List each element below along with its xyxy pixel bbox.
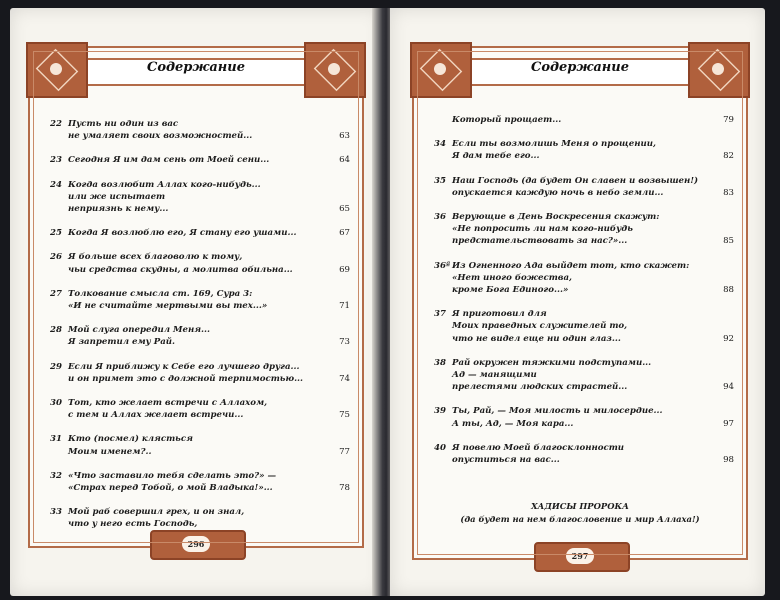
entry-title-line: «Что заставило тебя сделать это?» — [68, 470, 277, 481]
entry-title-line: Моих праведных служителей то, [452, 321, 628, 332]
entry-page-number: 69 [339, 264, 350, 275]
section-subtitle: (да будет на нем благословение и мир Аллаха!) [460, 514, 700, 524]
entry-title-line: Я дам тебе его... [452, 151, 540, 162]
toc-entry [434, 308, 734, 345]
entry-title [68, 227, 324, 239]
entry-title-line: неприязнь к нему... [68, 204, 169, 215]
entry-number: 23 [50, 155, 62, 166]
entry-title-line: Верующие в День Воскресения скажут: [452, 212, 660, 223]
toc-entry [50, 361, 350, 385]
entry-page-number: 74 [339, 373, 350, 384]
entry-title-line: Ты, Рай, — Моя милость и милосердие... [452, 406, 663, 417]
right-page-frame [412, 46, 748, 560]
entry-title-line: «Не попросить ли нам кого-нибудь [452, 224, 633, 235]
entry-number: 37 [434, 309, 446, 320]
toc-entry [434, 114, 734, 126]
entry-title [68, 361, 324, 385]
entry-number: 38 [434, 357, 446, 368]
entry-page-number: 82 [723, 151, 734, 162]
entry-number: 28 [50, 325, 62, 336]
entry-title-line: Кто (посмел) клясться [68, 434, 193, 445]
left-page [10, 8, 382, 596]
toc-entry [50, 433, 350, 457]
entry-page-number: 67 [339, 228, 350, 239]
entry-number: 39 [434, 406, 446, 417]
section-title: ХАДИСЫ ПРОРОКА [531, 501, 629, 511]
entry-number: 31 [50, 434, 62, 445]
entry-title [452, 138, 708, 162]
entry-title [68, 433, 324, 457]
entry-page-number: 78 [339, 483, 350, 494]
entry-page-number: 73 [339, 337, 350, 348]
page-number: 297 [566, 548, 594, 564]
left-header [30, 48, 362, 92]
entry-title-line: «Нет иного божества, [452, 272, 573, 283]
entry-number: 25 [50, 228, 62, 239]
entry-title-line: Рай окружен тяжкими подступами... [452, 357, 652, 368]
toc-entry [434, 357, 734, 394]
ornament-icon [410, 42, 472, 98]
entry-title [68, 470, 324, 494]
entry-page-number: 71 [339, 301, 350, 312]
entry-page-number: 92 [723, 333, 734, 344]
entry-title [452, 442, 708, 466]
toc-entry [434, 442, 734, 466]
entry-number: 36ª [434, 260, 451, 271]
toc-entry [50, 251, 350, 275]
entry-title-line: Из Огненного Ада выйдет тот, кто скажет: [452, 260, 690, 271]
entry-title-line: Ад — манящими [452, 370, 537, 381]
entry-number: 27 [50, 288, 62, 299]
entry-title [68, 506, 324, 530]
entry-number: 26 [50, 252, 62, 263]
entry-page-number: 65 [339, 204, 350, 215]
page-title: Содержание [146, 60, 245, 75]
toc-entry [50, 470, 350, 494]
entry-title-line: Я запретил ему Рай. [68, 337, 176, 348]
entry-page-number: 79 [723, 115, 734, 125]
ornament-icon [26, 42, 88, 98]
entry-title-line: и он примет это с должной терпимостью... [68, 373, 304, 384]
page-number-ornament [534, 542, 630, 572]
entry-title-line: Мой слуга опередил Меня... [68, 325, 211, 336]
page-number: 296 [182, 536, 210, 552]
toc-entry [50, 397, 350, 421]
page-number-ornament [150, 530, 246, 560]
entry-title-line: Когда возлюбит Аллах кого-нибудь... [68, 179, 261, 190]
toc-entry [434, 175, 734, 199]
entry-number: 29 [50, 361, 62, 372]
entry-number: 36 [434, 212, 446, 223]
entry-page-number: 94 [723, 382, 734, 393]
entry-number: 30 [50, 398, 62, 409]
entry-title-line: Наш Господь (да будет Он славен и возвышен!) [452, 175, 699, 186]
entry-title [68, 251, 324, 275]
entry-title-line: предстательствовать за нас?»... [452, 236, 628, 247]
table-of-contents [434, 114, 734, 478]
entry-title-line: с тем и Аллах желает встречи... [68, 410, 244, 421]
entry-number: 34 [434, 139, 446, 150]
page-title: Содержание [530, 60, 629, 75]
section-heading [414, 500, 746, 526]
entry-title-line: Толкование смысла ст. 169, Сура 3: [68, 288, 253, 299]
entry-title-line: Сегодня Я им дам сень от Моей сени... [68, 155, 270, 166]
entry-page-number: 83 [723, 187, 734, 198]
entry-page-number: 85 [723, 236, 734, 247]
entry-title [68, 179, 324, 216]
entry-title-line: Если Я приближу к Себе его лучшего друга... [68, 361, 300, 372]
entry-title [452, 211, 708, 248]
entry-title-line: Я больше всех благоволю к тому, [68, 252, 243, 263]
entry-title-line: что у него есть Господь, [68, 519, 198, 530]
entry-number: 32 [50, 470, 62, 481]
entry-title-line: Я повелю Моей благосклонности [452, 442, 625, 453]
entry-page-number: 63 [339, 131, 350, 142]
entry-title-line: Тот, кто желает встречи с Аллахом, [68, 398, 268, 409]
toc-entry [434, 405, 734, 429]
entry-number: 35 [434, 175, 446, 186]
entry-title [452, 260, 708, 297]
ornament-icon [688, 42, 750, 98]
entry-title [452, 114, 708, 126]
entry-title-line: «Страх перед Тобой, о мой Владыка!»... [68, 483, 273, 494]
entry-number: 22 [50, 119, 62, 129]
toc-entry [434, 260, 734, 297]
entry-number: 24 [50, 179, 62, 190]
entry-page-number: 88 [723, 285, 734, 296]
entry-page-number: 77 [339, 446, 350, 457]
entry-title [452, 357, 708, 394]
entry-title-line: опуститься на вас... [452, 455, 560, 466]
entry-title-line: Я приготовил для [452, 309, 547, 320]
toc-entry [434, 211, 734, 248]
entry-title-line: Мой раб совершил грех, и он знал, [68, 507, 245, 518]
entry-title-line: «И не считайте мертвыми вы тех...» [68, 301, 268, 312]
header-band [472, 58, 688, 86]
entry-title [68, 288, 324, 312]
entry-title-line: Моим именем?.. [68, 446, 152, 457]
toc-entry [50, 118, 350, 142]
entry-title [68, 118, 324, 142]
entry-page-number: 98 [723, 455, 734, 466]
entry-title-line: опускается каждую ночь в небо земли... [452, 187, 664, 198]
toc-entry [50, 154, 350, 166]
toc-entry [50, 324, 350, 348]
entry-title-line: кроме Бога Единого...» [452, 285, 569, 296]
table-of-contents [50, 118, 350, 543]
left-page-frame [28, 46, 364, 548]
toc-entry [50, 227, 350, 239]
entry-title [68, 324, 324, 348]
toc-entry [50, 506, 350, 530]
toc-entry [50, 288, 350, 312]
entry-title-line: А ты, Ад, — Моя кара... [452, 418, 574, 429]
entry-title [452, 308, 708, 345]
entry-number: 40 [434, 442, 446, 453]
entry-title-line: Который прощает... [452, 115, 562, 125]
entry-title [452, 175, 708, 199]
entry-title-line: чьи средства скудны, а молитва обильна... [68, 264, 293, 275]
entry-title-line: не умаляет своих возможностей... [68, 131, 253, 142]
toc-entry [434, 138, 734, 162]
toc-entry [50, 179, 350, 216]
ornament-icon [304, 42, 366, 98]
entry-number: 33 [50, 507, 62, 518]
entry-title-line: что не видел еще ни один глаз... [452, 333, 621, 344]
entry-title [452, 405, 708, 429]
entry-title-line: Когда Я возлюблю его, Я стану его ушами... [68, 228, 297, 239]
entry-page-number: 75 [339, 410, 350, 421]
right-header [414, 48, 746, 92]
entry-title-line: Пусть ни один из вас [68, 119, 179, 129]
entry-title-line: Если ты возмолишь Меня о прощении, [452, 139, 656, 150]
entry-page-number: 97 [723, 418, 734, 429]
entry-title-line: или же испытает [68, 191, 166, 202]
header-band [88, 58, 304, 86]
entry-title [68, 397, 324, 421]
entry-title-line: прелестями людских страстей... [452, 382, 628, 393]
right-page [390, 8, 765, 596]
entry-title [68, 154, 324, 166]
entry-page-number: 64 [339, 155, 350, 166]
